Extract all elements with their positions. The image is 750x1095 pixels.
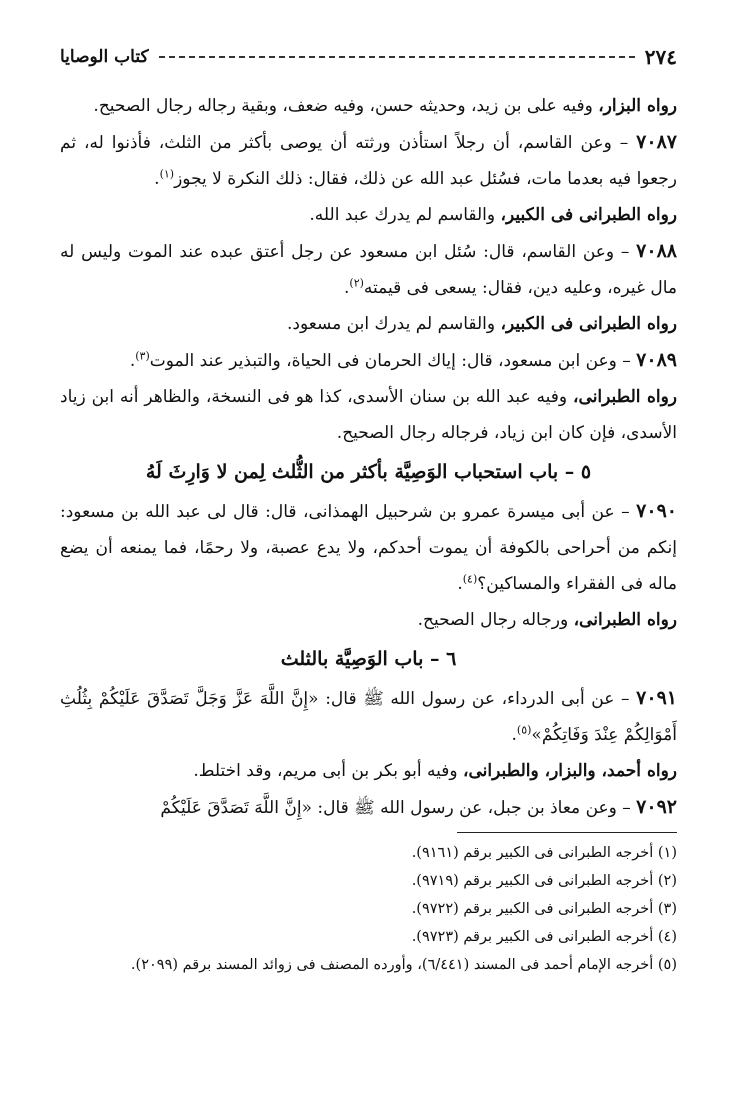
period: . — [457, 574, 463, 594]
source-7091 — [60, 753, 677, 789]
paragraph-text: وفيه على بن زيد، وحديثه حسن، وفيه ضعف، وبقية رجاله رجال الصحيح. — [93, 96, 599, 116]
source-label: رواه أحمد، والبزار، والطبرانى، — [463, 761, 677, 781]
footnote-4: (٤) أخرجه الطبرانى فى الكبير برقم (٩٧٢٣). — [411, 929, 677, 945]
hadith-text: – وعن القاسم، أن رجلاً استأذن ورثته أن يوصى بأكثر من الثلث، فأذنوا له، ثم رجعوا فيه بعدما مات، فسُئل عبد الله عن ذلك، فقال: ذلك النكرة لا يجوز — [60, 133, 677, 189]
source-7089 — [60, 379, 677, 451]
footnote-ref[interactable]: (٥) — [516, 723, 532, 737]
source-text: والقاسم لم يدرك عبد الله. — [309, 205, 501, 225]
source-label: رواه الطبرانى، — [573, 610, 677, 630]
book-page — [60, 42, 677, 979]
hadith-number: ٧٠٩٠ — [636, 500, 677, 522]
hadith-7087 — [60, 124, 677, 197]
footnote-separator — [457, 832, 677, 833]
hadith-7088 — [60, 233, 677, 306]
hadith-7092 — [60, 789, 677, 826]
footnote-ref[interactable]: (٣) — [135, 349, 150, 363]
period: . — [511, 725, 517, 745]
source-7090 — [60, 602, 677, 638]
period: . — [154, 169, 160, 189]
footnote-3: (٣) أخرجه الطبرانى فى الكبير برقم (٩٧٢٢). — [411, 901, 677, 917]
source-text: ورجاله رجال الصحيح. — [417, 610, 574, 630]
source-label: رواه الطبرانى فى الكبير، — [500, 314, 677, 334]
source-7087 — [60, 197, 677, 233]
period: . — [129, 351, 136, 371]
chapter-title: كتاب الوصايا — [60, 47, 149, 67]
page-header — [60, 42, 677, 72]
source-text: وفيه عبد الله بن سنان الأسدى، كذا هو فى النسخة، والظاهر أنه ابن زياد الأسدى، فإن كان ابن زياد، فرجاله رجال الصحيح. — [60, 387, 677, 443]
hadith-number: ٧٠٩٢ — [636, 796, 677, 818]
source-label: رواه البزار، — [598, 96, 677, 116]
footnote-1: (١) أخرجه الطبرانى فى الكبير برقم (٩١٦١). — [411, 845, 677, 861]
hadith-text: – عن أبى ميسرة عمرو بن شرحبيل الهمذانى، قال: قال لى عبد الله بن مسعود: إنكم من أحراحى بالكوفة أن يموت أحدكم، ولا يدع عصبة، ولا رحمًا، فما يمنعه أن يضع ماله فى الفقراء والمساكين؟ — [60, 502, 677, 594]
period: . — [343, 278, 350, 298]
footnote-ref[interactable]: (٤) — [462, 572, 478, 586]
source-text: وفيه أبو بكر بن أبى مريم، وقد اختلط. — [193, 761, 463, 781]
footnote-ref[interactable]: (١) — [159, 167, 175, 181]
hadith-7091 — [60, 680, 677, 753]
footnotes — [60, 839, 677, 979]
paragraph — [60, 88, 677, 124]
hadith-7089 — [60, 342, 677, 379]
source-label: رواه الطبرانى، — [573, 387, 677, 407]
hadith-number: ٧٠٩١ — [636, 687, 677, 709]
chapter-heading-5: ٥ – باب استحباب الوَصِيَّة بأكثر من الثُّلث لِمن لا وَارِثَ لَهُ — [145, 461, 592, 483]
chapter-heading-6: ٦ – باب الوَصِيَّة بالثلث — [280, 648, 457, 670]
hadith-number: ٧٠٨٨ — [636, 240, 677, 262]
hadith-number: ٧٠٨٩ — [636, 349, 677, 371]
page-number: ٢٧٤ — [644, 45, 677, 69]
hadith-text: – وعن القاسم، قال: سُئل ابن مسعود عن رجل أعتق عبده عند الموت وليس له مال غيره، وعليه دين، فقال: يسعى فى قيمته — [60, 242, 677, 298]
hadith-text: – عن أبى الدرداء، عن رسول الله ﷺ قال: «إِنَّ اللَّهَ عَزَّ وَجَلَّ تَصَدَّقَ عَلَيْكُمْ بِثُلُثِ أَمْوَالِكُمْ عِنْدَ وَفَاتِكُمْ» — [60, 689, 677, 745]
footnote-5: (٥) أخرجه الإمام أحمد فى المسند (٦/٤٤١)، وأورده المصنف فى زوائد المسند برقم (٢٠٩٩). — [130, 957, 677, 973]
footnote-2: (٢) أخرجه الطبرانى فى الكبير برقم (٩٧١٩). — [411, 873, 677, 889]
header-rule — [159, 56, 635, 58]
hadith-number: ٧٠٨٧ — [636, 131, 677, 153]
hadith-text: – وعن معاذ بن جبل، عن رسول الله ﷺ قال: «إِنَّ اللَّهَ تَصَدَّقَ عَلَيْكُمْ — [160, 798, 637, 818]
hadith-7090 — [60, 493, 677, 602]
footnote-ref[interactable]: (٢) — [349, 276, 364, 290]
hadith-text: – وعن ابن مسعود، قال: إياك الحرمان فى الحياة، والتبذير عند الموت — [149, 351, 637, 371]
source-7088 — [60, 306, 677, 342]
source-text: والقاسم لم يدرك ابن مسعود. — [287, 314, 501, 334]
source-label: رواه الطبرانى فى الكبير، — [500, 205, 677, 225]
